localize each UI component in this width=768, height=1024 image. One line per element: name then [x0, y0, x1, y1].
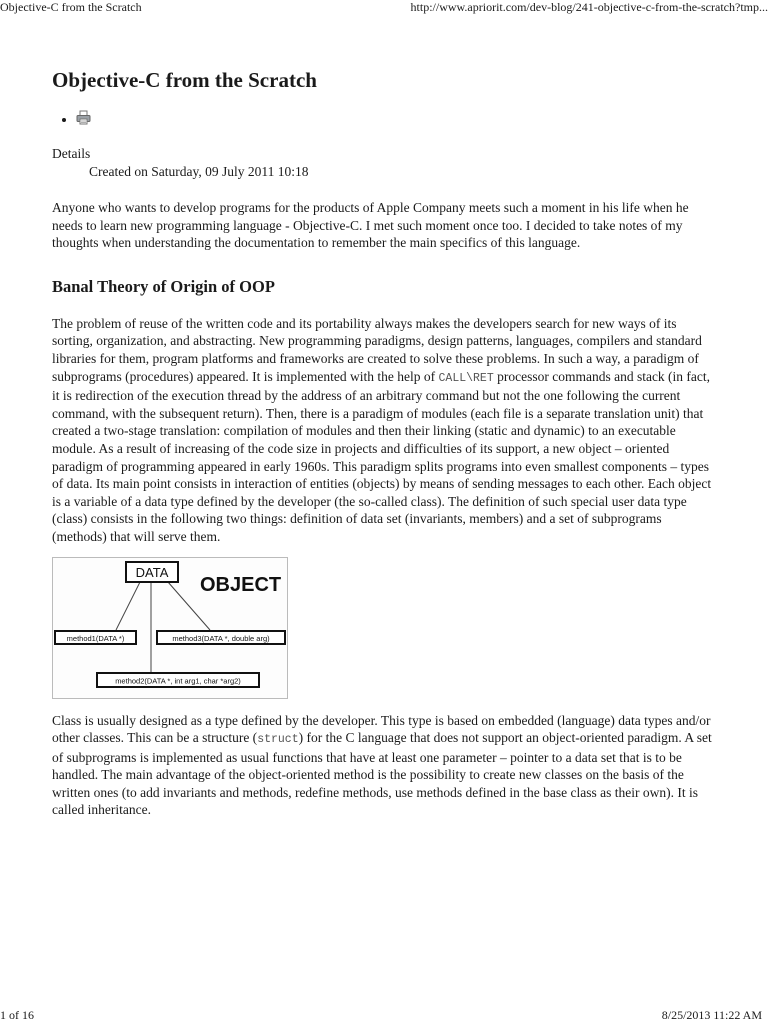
print-header-title: Objective-C from the Scratch — [0, 0, 142, 14]
method2-label: method2(DATA *, int arg1, char *arg2) — [115, 676, 241, 685]
article-tools — [52, 110, 716, 131]
intro-paragraph: Anyone who wants to develop programs for the products of Apple Company meets such a moment in his life when he needs to learn new programming language - Objective-C. I met such moment once too. I decided to take notes of my thoughts when understanding the documentation to remember the main specifics of this language. — [52, 200, 689, 251]
paragraph-oop-history — [52, 315, 716, 546]
inline-code-callret: CALL\RET — [438, 371, 494, 385]
section-heading: Banal Theory of Origin of OOP — [52, 276, 275, 296]
details-label: Details — [52, 146, 91, 161]
page-title: Objective-C from the Scratch — [52, 68, 317, 92]
printer-icon[interactable] — [76, 110, 91, 131]
created-date: Created on Saturday, 09 July 2011 10:18 — [89, 164, 309, 179]
print-timestamp: 8/25/2013 11:22 AM — [661, 1008, 762, 1022]
paragraph-text: processor commands and stack (in fact, it is redirection of the execution thread by the address of an arbitrary command but not the one following the current command, with the subsequent return). Then, there is a paradigm of modules (each file is a separate translation unit) that created a two-stage translation: compilation of modules and then their linking (static and dynamic) to an executable module. As a result of increasing of the code size in projects and difficulties of its support, a new object – oriented paradigm of programming appeared in early 1960s. This paradigm splits programs into even smallest components – types of data. Its main point consists in interaction of entities (objects) by means of sending messages to each other. Each object is a variable of a data type defined by the developer (the so-called class). The definition of such special user data type (class) consists in the following two things: definition of data set (invariants, members) and a set of subprograms (methods) that will serve them. — [52, 368, 712, 544]
method1-label: method1(DATA *) — [66, 633, 125, 643]
article-details — [52, 145, 716, 181]
article — [52, 66, 716, 819]
page-counter: 1 of 16 — [0, 1008, 34, 1022]
print-list-item — [76, 110, 716, 131]
print-header-url: http://www.apriorit.com/dev-blog/241-objective-c-from-the-scratch?tmp... — [410, 0, 768, 14]
method3-label: method3(DATA *, double arg) — [172, 633, 270, 643]
paragraph-text: The problem of reuse of the written code and its portability always makes the developers search for new ways of its sorting, organization, and abstracting. New programming paradigms, design patterns, languages, compilers and standard libraries for them, program platforms and frameworks are created to solve these problems. In such a way, a paradigm of subprograms (procedures) appeared. It is implemented with the help of — [52, 315, 702, 384]
object-diagram — [52, 557, 288, 699]
object-label: OBJECT — [200, 573, 282, 596]
inline-code-struct: struct — [257, 733, 299, 747]
paragraph-text: ) for the C language that does not support an object-oriented paradigm. A set of subprograms is implemented as usual functions that have at least one parameter – pointer to a data set that is to be handled. The main advantage of the object-oriented method is the possibility to create new classes on the basis of the written ones (to add invariants and methods, redefine methods, use methods defined in the base class as their own). It is called inheritance. — [52, 730, 712, 818]
data-label: DATA — [135, 564, 169, 580]
paragraph-text: Class is usually designed as a type defined by the developer. This type is based on embedded (language) data types and/or other classes. This can be a structure ( — [52, 712, 711, 746]
paragraph-class — [52, 712, 716, 820]
